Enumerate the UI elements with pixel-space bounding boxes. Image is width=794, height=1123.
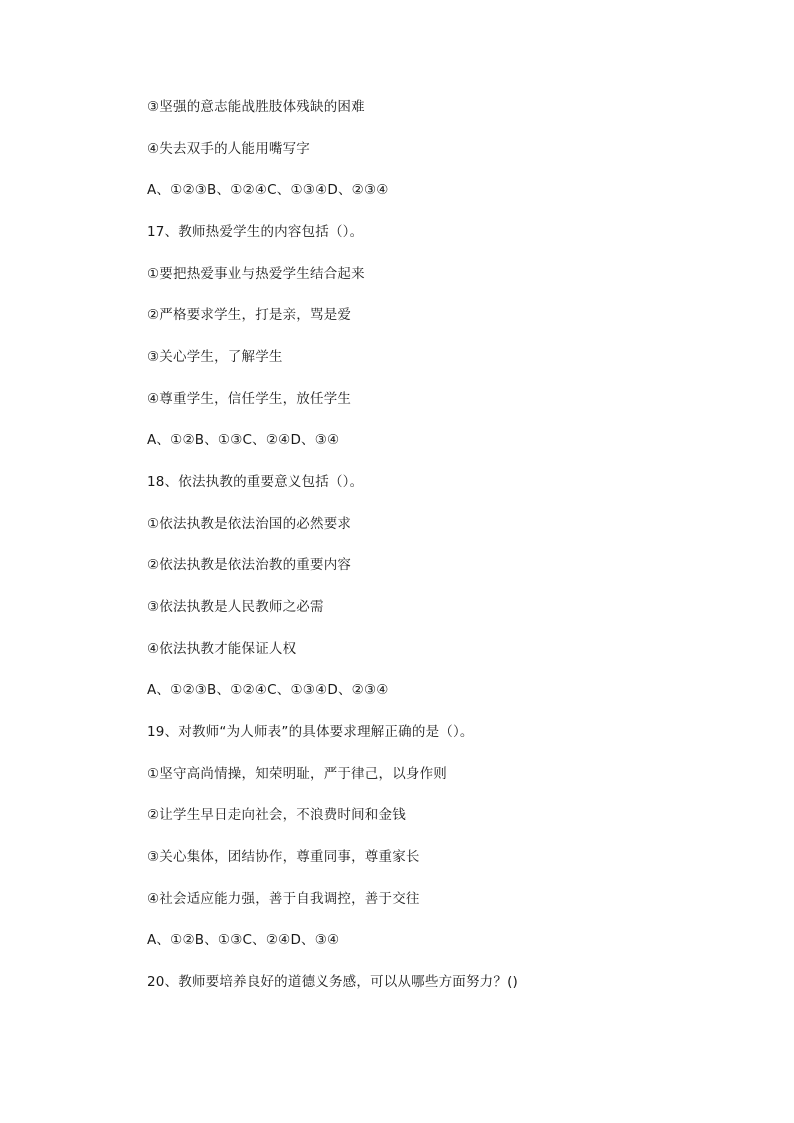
option-item: ①坚守高尚情操，知荣明耻，严于律己，以身作则 xyxy=(147,766,448,782)
option-item: ③关心学生，了解学生 xyxy=(147,349,283,365)
option-item: ④依法执教才能保证人权 xyxy=(147,641,297,657)
question-19: 19、对教师“为人师表”的具体要求理解正确的是（）。 xyxy=(147,724,474,740)
option-item: ②严格要求学生，打是亲，骂是爱 xyxy=(147,307,352,323)
answer-choices: A、①②B、①③C、②④D、③④ xyxy=(147,932,340,948)
option-item: ③坚强的意志能战胜肢体残缺的困难 xyxy=(147,99,365,115)
option-item: ②让学生早日走向社会，不浪费时间和金钱 xyxy=(147,807,406,823)
question-20: 20、教师要培养良好的道德义务感，可以从哪些方面努力？() xyxy=(147,974,519,990)
answer-choices: A、①②③B、①②④C、①③④D、②③④ xyxy=(147,182,389,198)
option-item: ①依法执教是依法治国的必然要求 xyxy=(147,516,352,532)
question-17: 17、教师热爱学生的内容包括（）。 xyxy=(147,224,364,240)
option-item: ④社会适应能力强，善于自我调控，善于交往 xyxy=(147,891,420,907)
answer-choices: A、①②③B、①②④C、①③④D、②③④ xyxy=(147,682,389,698)
option-item: ②依法执教是依法治教的重要内容 xyxy=(147,557,352,573)
option-item: ④尊重学生，信任学生，放任学生 xyxy=(147,391,352,407)
option-item: ④失去双手的人能用嘴写字 xyxy=(147,141,311,157)
option-item: ③关心集体，团结协作，尊重同事，尊重家长 xyxy=(147,849,420,865)
option-item: ③依法执教是人民教师之必需 xyxy=(147,599,324,615)
option-item: ①要把热爱事业与热爱学生结合起来 xyxy=(147,266,365,282)
question-18: 18、依法执教的重要意义包括（）。 xyxy=(147,474,364,490)
answer-choices: A、①②B、①③C、②④D、③④ xyxy=(147,432,340,448)
